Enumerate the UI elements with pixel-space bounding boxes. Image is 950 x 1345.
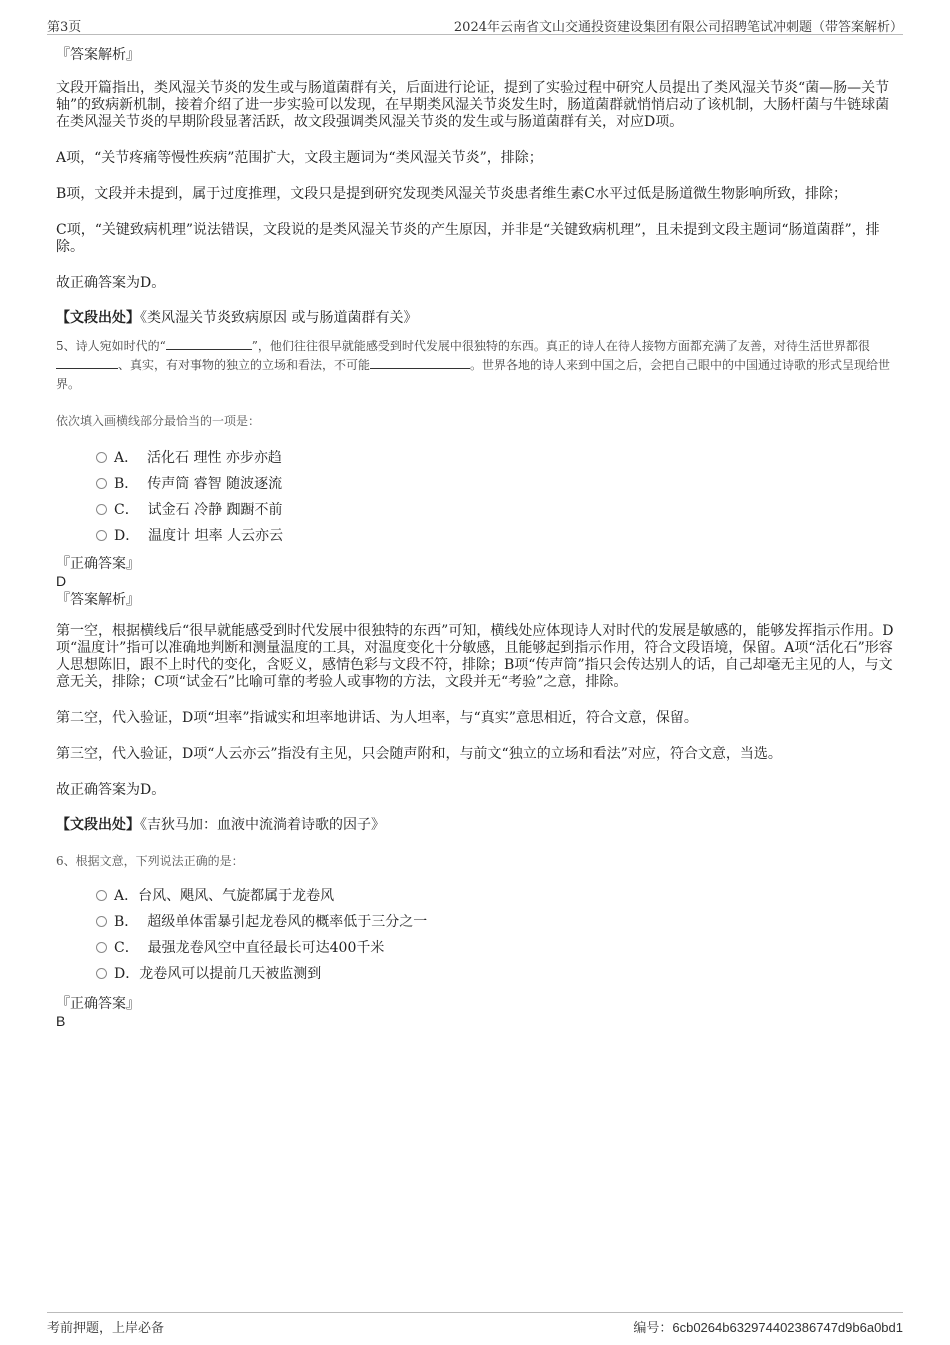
radio-icon[interactable]: [96, 942, 107, 953]
analysis-tag: 『答案解析』: [56, 47, 140, 63]
question-6-stem: 6、根据文意，下列说法正确的是：: [56, 854, 244, 868]
source-label: 【文段出处】: [56, 310, 140, 326]
option-c[interactable]: C． 最强龙卷风空中直径最长可达400千米: [96, 935, 896, 961]
correct-answer: D: [56, 573, 67, 589]
analysis-conclusion: 故正确答案为D。: [56, 782, 166, 798]
option-c[interactable]: C． 试金石 冷静 踟蹰不前: [96, 497, 896, 523]
option-b[interactable]: B． 超级单体雷暴引起龙卷风的概率低于三分之一: [96, 909, 896, 935]
page-footer: [47, 1312, 903, 1337]
document-title: 2024年云南省文山交通投资建设集团有限公司招聘笔试冲刺题（带答案解析）: [453, 20, 903, 35]
correct-answer-tag: 『正确答案』: [56, 996, 140, 1012]
radio-icon[interactable]: [96, 968, 107, 979]
question-5-options: [56, 445, 896, 549]
question-5-stem: 5、诗人宛如时代的“ ”，他们往往很早就能感受到时代发展中很独特的东西。真正的诗人在待人接物方面都充满了友善，对待生活世界都很、真实，有对事物的独立的立场和看法，不可能 。世界各地的诗人来到中国之后，会把自己眼中的中国通过诗歌的形式呈现给世界。: [56, 339, 891, 391]
analysis-paragraph: 文段开篇指出，类风湿关节炎的发生或与肠道菌群有关，后面进行论证，提到了实验过程中研究人员提出了类风湿关节炎“菌—肠—关节轴”的致病新机制，接着介绍了进一步实验可以发现，在早期类风湿关节炎发生时，肠道菌群就悄悄启动了该机制，大肠杆菌与牛链球菌在类风湿关节炎的早期阶段显著活跃，故文段强调类风湿关节炎的发生或与肠道菌群有关，对应D项。: [56, 80, 890, 130]
blank-3: [370, 356, 470, 369]
radio-icon[interactable]: [96, 890, 107, 901]
analysis-tag: 『答案解析』: [56, 592, 140, 608]
analysis-paragraph-a: A项，“关节疼痛等慢性疾病”范围扩大，文段主题词为“类风湿关节炎”，排除；: [56, 150, 543, 166]
page-header: [47, 14, 903, 35]
option-a[interactable]: A． 活化石 理性 亦步亦趋: [96, 445, 896, 471]
page-number: 第3页: [47, 20, 82, 35]
radio-icon[interactable]: [96, 530, 107, 541]
option-b[interactable]: B． 传声筒 睿智 随波逐流: [96, 471, 896, 497]
correct-answer-tag: 『正确答案』: [56, 556, 140, 572]
question-6-options: [56, 883, 896, 987]
source-line: [56, 310, 896, 327]
analysis-paragraph-b: B项，文段并未提到，属于过度推理，文段只是提到研究发现类风湿关节炎患者维生素C水平过低是肠道微生物影响所致，排除；: [56, 186, 847, 202]
blank-1: [166, 337, 252, 350]
option-d[interactable]: D．龙卷风可以提前几天被监测到: [96, 961, 896, 987]
option-d[interactable]: D． 温度计 坦率 人云亦云: [96, 523, 896, 549]
analysis-paragraph-c: C项，“关键致病机理”说法错误，文段说的是类风湿关节炎的产生原因，并非是“关键致病机理”，且未提到文段主题词“肠道菌群”，排除。: [56, 222, 880, 255]
source-line: [56, 817, 896, 834]
footer-note: 考前押题，上岸必备: [47, 1321, 165, 1336]
option-a[interactable]: A．台风、飓风、气旋都属于龙卷风: [96, 883, 896, 909]
radio-icon[interactable]: [96, 504, 107, 515]
source-label: 【文段出处】: [56, 817, 140, 833]
analysis-paragraph: 第三空，代入验证，D项“人云亦云”指没有主见，只会随声附和，与前文“独立的立场和看法”对应，符合文意，当选。: [56, 746, 782, 762]
analysis-paragraph: 第一空，根据横线后“很早就能感受到时代发展中很独特的东西”可知，横线处应体现诗人对时代的发展是敏感的，能够发挥指示作用。D项“温度计”指可以准确地判断和测量温度的工具，对温度变化十分敏感，且能够起到指示作用，符合文段语境，保留。A项“活化石”形容人思想陈旧，跟不上时代的变化，含贬义，感情色彩与文段不符，排除；B项“传声筒”指只会传达别人的话，自己却毫无主见的人，与文意无关，排除；C项“试金石”比喻可靠的考验人或事物的方法，文段并无“考验”之意，排除。: [56, 623, 894, 690]
document-code: 编号：6cb0264b632974402386747d9b6a0bd1: [633, 1320, 903, 1336]
radio-icon[interactable]: [96, 478, 107, 489]
source-title: 《类风湿关节炎致病原因 或与肠道菌群有关》: [140, 310, 418, 326]
correct-answer: B: [56, 1013, 66, 1029]
radio-icon[interactable]: [96, 916, 107, 927]
analysis-conclusion: 故正确答案为D。: [56, 275, 166, 291]
question-5-instruction: 依次填入画横线部分最恰当的一项是：: [56, 414, 261, 428]
page-content: [56, 46, 896, 1029]
radio-icon[interactable]: [96, 452, 107, 463]
analysis-paragraph: 第二空，代入验证，D项“坦率”指诚实和坦率地讲话、为人坦率，与“真实”意思相近，符合文意，保留。: [56, 710, 698, 726]
blank-2: [56, 356, 118, 369]
source-title: 《吉狄马加：血液中流淌着诗歌的因子》: [140, 817, 385, 833]
